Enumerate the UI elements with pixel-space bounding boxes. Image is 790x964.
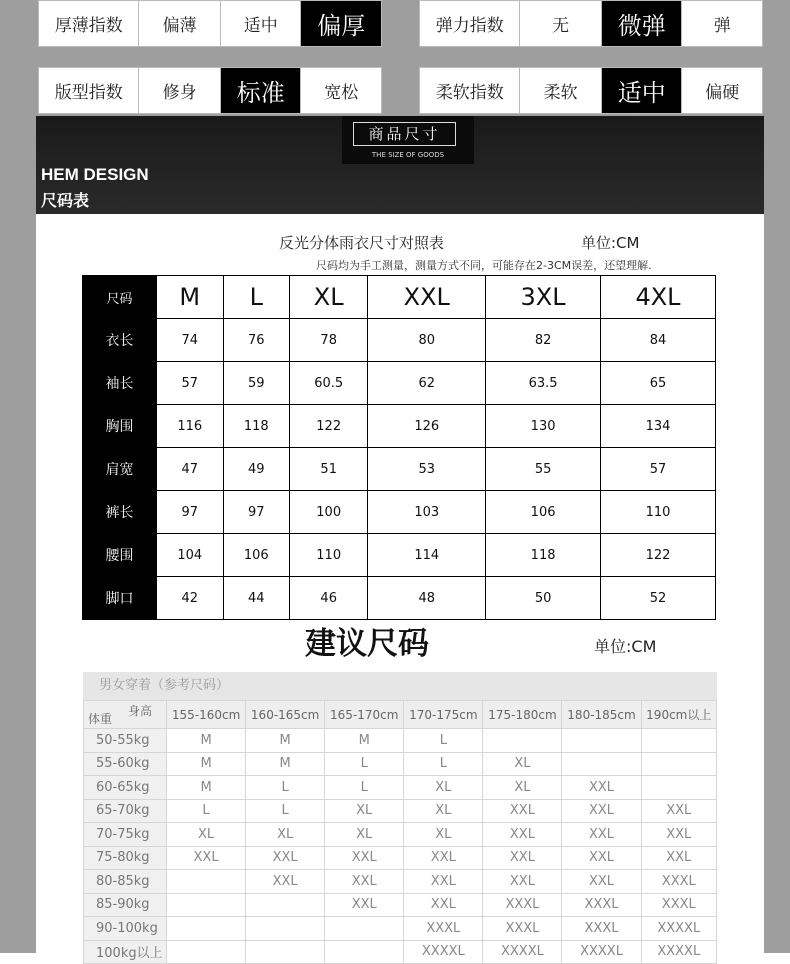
table-cell: XL xyxy=(325,823,404,847)
weight-label: 55-60kg xyxy=(84,752,167,776)
table-cell: XL xyxy=(246,823,325,847)
table-cell: 104 xyxy=(157,534,224,577)
table-cell: 76 xyxy=(223,319,290,362)
table-cell: 130 xyxy=(486,405,601,448)
table-cell xyxy=(246,940,325,964)
table-cell: 60.5 xyxy=(290,362,368,405)
size-header: 4XL xyxy=(601,276,716,319)
section-label: 尺码表 xyxy=(41,191,90,210)
table-row xyxy=(84,917,717,941)
weight-label: 90-100kg xyxy=(84,917,167,941)
table-cell xyxy=(641,729,716,753)
banner-subheading: THE SIZE OF GOODS xyxy=(371,151,445,159)
table-cell: XL xyxy=(404,776,483,800)
table-cell xyxy=(167,893,246,917)
table-cell: XXL xyxy=(483,799,562,823)
table-cell: XXXL xyxy=(483,917,562,941)
table-cell: 52 xyxy=(601,577,716,620)
table-cell: L xyxy=(404,752,483,776)
table-row xyxy=(83,319,716,362)
table-cell: XXL xyxy=(404,893,483,917)
weight-label: 50-55kg xyxy=(84,729,167,753)
table-cell xyxy=(562,729,641,753)
size-corner: 尺码 xyxy=(83,276,157,319)
table-cell: XL xyxy=(167,823,246,847)
table-row xyxy=(83,362,716,405)
thickness-label: 厚薄指数 xyxy=(54,16,123,36)
size-header-row xyxy=(83,276,716,319)
softness-option: 柔软 xyxy=(519,68,601,113)
table-row xyxy=(83,405,716,448)
table-cell: XXL xyxy=(483,846,562,870)
table-cell: XXL xyxy=(641,799,716,823)
table-cell: 55 xyxy=(486,448,601,491)
thickness-option-selected: 偏厚 xyxy=(300,1,381,46)
fit-option: 宽松 xyxy=(300,68,381,113)
table-cell: XXXL xyxy=(404,917,483,941)
size-header: M xyxy=(157,276,224,319)
table-cell: 78 xyxy=(290,319,368,362)
table-cell: 59 xyxy=(223,362,290,405)
table-cell: 49 xyxy=(223,448,290,491)
thickness-strip xyxy=(38,0,382,47)
table-cell xyxy=(483,729,562,753)
table-cell: 65 xyxy=(601,362,716,405)
recommend-table xyxy=(83,700,717,964)
table-row xyxy=(83,577,716,620)
table-row xyxy=(84,799,717,823)
table-cell: L xyxy=(167,799,246,823)
table-cell: M xyxy=(167,752,246,776)
table-cell xyxy=(167,917,246,941)
elasticity-strip xyxy=(419,0,763,47)
table-cell: XXL xyxy=(246,846,325,870)
corner-height: 身高 xyxy=(127,704,152,718)
table-cell xyxy=(167,940,246,964)
table-cell: 48 xyxy=(368,577,486,620)
table-cell: XL xyxy=(483,752,562,776)
height-header: 160-165cm xyxy=(246,701,325,729)
size-header: L xyxy=(223,276,290,319)
weight-label: 80-85kg xyxy=(84,870,167,894)
table-cell: XXXL xyxy=(483,893,562,917)
table-cell xyxy=(641,776,716,800)
table-cell xyxy=(167,870,246,894)
table-cell xyxy=(325,917,404,941)
table-cell: 134 xyxy=(601,405,716,448)
table-cell: XXL xyxy=(483,823,562,847)
table-cell: 106 xyxy=(223,534,290,577)
table-cell: M xyxy=(167,729,246,753)
table-cell: L xyxy=(325,752,404,776)
row-label: 脚口 xyxy=(83,577,157,620)
table-cell: XXL xyxy=(246,870,325,894)
softness-label: 柔软指数 xyxy=(435,83,504,103)
table-cell: 100 xyxy=(290,491,368,534)
table-cell: XXXL xyxy=(562,917,641,941)
table-cell: 74 xyxy=(157,319,224,362)
softness-strip xyxy=(419,67,763,114)
table-cell: 126 xyxy=(368,405,486,448)
size-chart-note: 尺码均为手工测量，测量方式不同，可能存在2-3CM误差，还望理解. xyxy=(316,259,652,272)
right-margin xyxy=(764,0,790,953)
table-cell: XL xyxy=(483,776,562,800)
recommend-caption: 男女穿着（参考尺码） xyxy=(83,672,717,700)
weight-label: 60-65kg xyxy=(84,776,167,800)
elasticity-label: 弹力指数 xyxy=(435,16,504,36)
height-header: 190cm以上 xyxy=(641,701,716,729)
table-row xyxy=(84,752,717,776)
size-header: XXL xyxy=(368,276,486,319)
table-cell xyxy=(641,752,716,776)
recommend-title: 建议尺码 xyxy=(305,626,429,662)
row-label: 袖长 xyxy=(83,362,157,405)
table-cell: 118 xyxy=(223,405,290,448)
elasticity-option: 弹 xyxy=(681,1,762,46)
table-cell: 57 xyxy=(157,362,224,405)
table-cell: 97 xyxy=(223,491,290,534)
table-cell: L xyxy=(246,776,325,800)
fit-label: 版型指数 xyxy=(54,83,123,103)
table-row xyxy=(84,823,717,847)
table-cell xyxy=(246,893,325,917)
table-cell: M xyxy=(167,776,246,800)
table-cell: XXL xyxy=(167,846,246,870)
table-row xyxy=(84,870,717,894)
table-cell: XXXXL xyxy=(641,940,716,964)
table-cell: 57 xyxy=(601,448,716,491)
corner-cell xyxy=(84,701,167,729)
table-cell: 103 xyxy=(368,491,486,534)
table-cell: XXL xyxy=(325,846,404,870)
table-cell: XXL xyxy=(562,846,641,870)
table-cell: XXXXL xyxy=(483,940,562,964)
table-row xyxy=(83,491,716,534)
table-cell: XXXXL xyxy=(562,940,641,964)
table-cell: 122 xyxy=(290,405,368,448)
table-cell: XL xyxy=(325,799,404,823)
table-cell: XXL xyxy=(562,776,641,800)
table-cell: XXL xyxy=(562,870,641,894)
brand-name: HEM DESIGN xyxy=(41,165,149,184)
table-cell: 53 xyxy=(368,448,486,491)
table-cell xyxy=(246,917,325,941)
table-cell: 110 xyxy=(601,491,716,534)
fit-strip xyxy=(38,67,382,114)
elasticity-option-selected: 微弹 xyxy=(601,1,682,46)
table-cell: 80 xyxy=(368,319,486,362)
size-banner xyxy=(36,116,764,214)
weight-label: 70-75kg xyxy=(84,823,167,847)
table-cell: 122 xyxy=(601,534,716,577)
table-cell: 51 xyxy=(290,448,368,491)
table-cell: 50 xyxy=(486,577,601,620)
table-cell xyxy=(562,752,641,776)
table-row xyxy=(83,448,716,491)
table-cell: 46 xyxy=(290,577,368,620)
table-cell: 63.5 xyxy=(486,362,601,405)
weight-label: 75-80kg xyxy=(84,846,167,870)
table-cell: XL xyxy=(404,799,483,823)
fit-option-selected: 标准 xyxy=(220,68,301,113)
height-header: 155-160cm xyxy=(167,701,246,729)
table-cell: 44 xyxy=(223,577,290,620)
table-cell: L xyxy=(246,799,325,823)
size-header: 3XL xyxy=(486,276,601,319)
thickness-option: 偏薄 xyxy=(138,1,220,46)
table-cell: XXXL xyxy=(562,893,641,917)
table-cell: 97 xyxy=(157,491,224,534)
table-cell: 47 xyxy=(157,448,224,491)
softness-option: 偏硬 xyxy=(681,68,762,113)
table-cell: XXXXL xyxy=(641,917,716,941)
table-cell: XXXL xyxy=(641,870,716,894)
table-cell: XXL xyxy=(483,870,562,894)
table-cell: XXXXL xyxy=(404,940,483,964)
table-row xyxy=(84,729,717,753)
table-cell: XL xyxy=(404,823,483,847)
table-cell: XXL xyxy=(562,823,641,847)
table-cell: M xyxy=(246,729,325,753)
row-label: 腰围 xyxy=(83,534,157,577)
table-cell: 42 xyxy=(157,577,224,620)
table-cell: L xyxy=(404,729,483,753)
table-cell: 82 xyxy=(486,319,601,362)
table-cell: 118 xyxy=(486,534,601,577)
table-cell: 62 xyxy=(368,362,486,405)
height-header-row xyxy=(84,701,717,729)
softness-option-selected: 适中 xyxy=(601,68,682,113)
table-cell: XXL xyxy=(562,799,641,823)
table-cell: XXXL xyxy=(641,893,716,917)
table-row xyxy=(84,893,717,917)
table-row xyxy=(84,776,717,800)
weight-label: 85-90kg xyxy=(84,893,167,917)
height-header: 170-175cm xyxy=(404,701,483,729)
table-cell: XXL xyxy=(641,823,716,847)
corner-weight: 体重 xyxy=(88,712,113,726)
table-cell: XXL xyxy=(641,846,716,870)
size-header: XL xyxy=(290,276,368,319)
height-header: 165-170cm xyxy=(325,701,404,729)
table-cell: 110 xyxy=(290,534,368,577)
size-chart-unit: 单位:CM xyxy=(581,234,640,252)
table-cell xyxy=(325,940,404,964)
banner-heading: 商品尺寸 xyxy=(353,122,456,146)
height-header: 180-185cm xyxy=(562,701,641,729)
table-cell: 84 xyxy=(601,319,716,362)
table-cell: M xyxy=(246,752,325,776)
thickness-option: 适中 xyxy=(220,1,301,46)
row-label: 肩宽 xyxy=(83,448,157,491)
weight-label: 100kg以上 xyxy=(84,940,167,964)
fit-option: 修身 xyxy=(138,68,220,113)
table-row xyxy=(84,846,717,870)
table-row xyxy=(83,534,716,577)
table-cell: XXL xyxy=(325,870,404,894)
table-cell: XXL xyxy=(404,846,483,870)
table-cell: XXL xyxy=(404,870,483,894)
size-chart-table xyxy=(82,275,716,620)
height-header: 175-180cm xyxy=(483,701,562,729)
elasticity-option: 无 xyxy=(519,1,601,46)
size-chart-title: 反光分体雨衣尺寸对照表 xyxy=(279,234,445,252)
row-label: 胸围 xyxy=(83,405,157,448)
table-cell: 116 xyxy=(157,405,224,448)
row-label: 衣长 xyxy=(83,319,157,362)
row-label: 裤长 xyxy=(83,491,157,534)
table-cell: 114 xyxy=(368,534,486,577)
table-cell: XXL xyxy=(325,893,404,917)
table-cell: L xyxy=(325,776,404,800)
weight-label: 65-70kg xyxy=(84,799,167,823)
left-margin xyxy=(0,0,36,953)
table-row xyxy=(84,940,717,964)
table-cell: 106 xyxy=(486,491,601,534)
table-cell: M xyxy=(325,729,404,753)
recommend-unit: 单位:CM xyxy=(594,637,657,656)
